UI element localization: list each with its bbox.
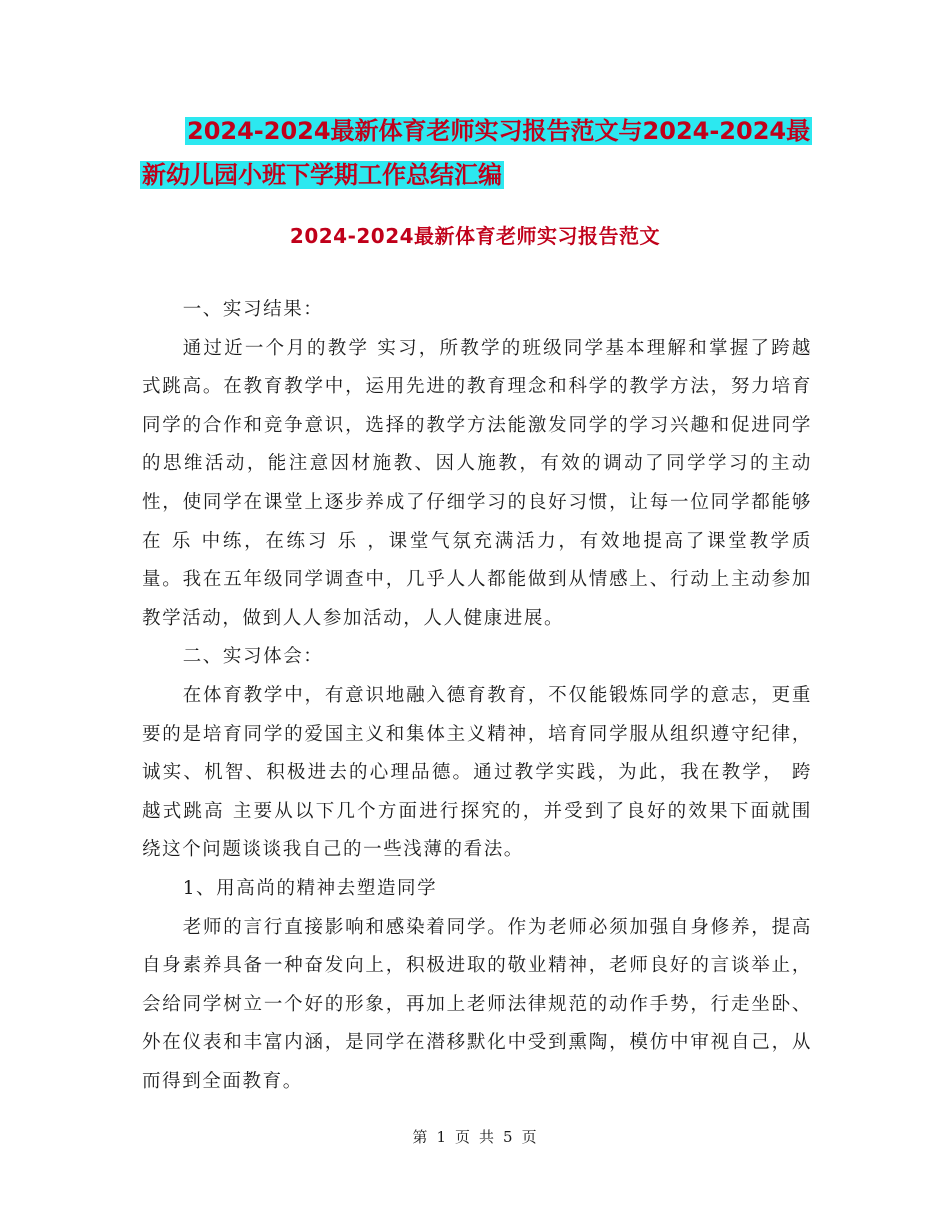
document-title-line-2: [140, 156, 504, 194]
section-heading-results: 一、实习结果：: [182, 299, 324, 320]
paragraph-results: 通过近一个月的教学 实习，所教学的班级同学基本理解和掌握了跨越式跳高。在教育教学中，运用先进的教育理念和科学的教学方法，努力培育同学的合作和竞争意识，选择的教学方法能激发同学的学习兴趣和促进同学的思维活动，能注意因材施教、因人施教，有效的调动了同学学习的主动性，使同学在课堂上逐步养成了仔细学习的良好习惯，让每一位同学都能够在 乐 中练，在练习 乐 ，课堂气氛充满活力，有效地提高了课堂教学质量。我在五年级同学调查中，几乎人人都能做到从情感上、行动上主动参加教学活动，做到人人参加活动，人人健康进展。: [142, 337, 812, 629]
section-heading-experience: 二、实习体会：: [182, 646, 324, 668]
body-text: [142, 291, 812, 1101]
paragraph-spirit: 老师的言行直接影响和感染着同学。作为老师必须加强自身修养，提高自身素养具备一种奋发向上，积极进取的敬业精神，老师良好的言谈举止，会给同学树立一个好的形象，再加上老师法律规范的动作手势，行走坐卧、外在仪表和丰富内涵，是同学在潜移默化中受到熏陶，模仿中审视自己，从而得到全面教育。: [142, 916, 812, 1092]
footer-page-number: 1: [436, 1128, 447, 1146]
subheading-spirit: 1、用高尚的精神去塑造同学: [182, 877, 438, 899]
footer-label-ye-2: 页: [521, 1128, 538, 1146]
footer-label-gong: 共: [479, 1128, 496, 1146]
footer-total-pages: 5: [503, 1128, 514, 1146]
title-highlight-2: 新幼儿园小班下学期工作总结汇编: [142, 161, 502, 189]
footer-label-ye: 页: [454, 1128, 471, 1146]
document-title-line-1: [185, 112, 812, 150]
title-highlight-1: 2024-2024最新体育老师实习报告范文与2024-2024最: [187, 117, 811, 145]
section-title: 2024-2024最新体育老师实习报告范文: [289, 224, 661, 248]
page-footer: [0, 1126, 950, 1147]
footer-label-di: 第: [412, 1128, 429, 1146]
paragraph-experience: 在体育教学中，有意识地融入德育教育，不仅能锻炼同学的意志，更重要的是培育同学的爱国主义和集体主义精神，培育同学服从组织遵守纪律，诚实、机智、积极进去的心理品德。通过教学实践，为此，我在教学， 跨越式跳高 主要从以下几个方面进行探究的，并受到了良好的效果下面就围绕这个问题谈谈我自己的一些浅薄的看法。: [142, 684, 812, 861]
